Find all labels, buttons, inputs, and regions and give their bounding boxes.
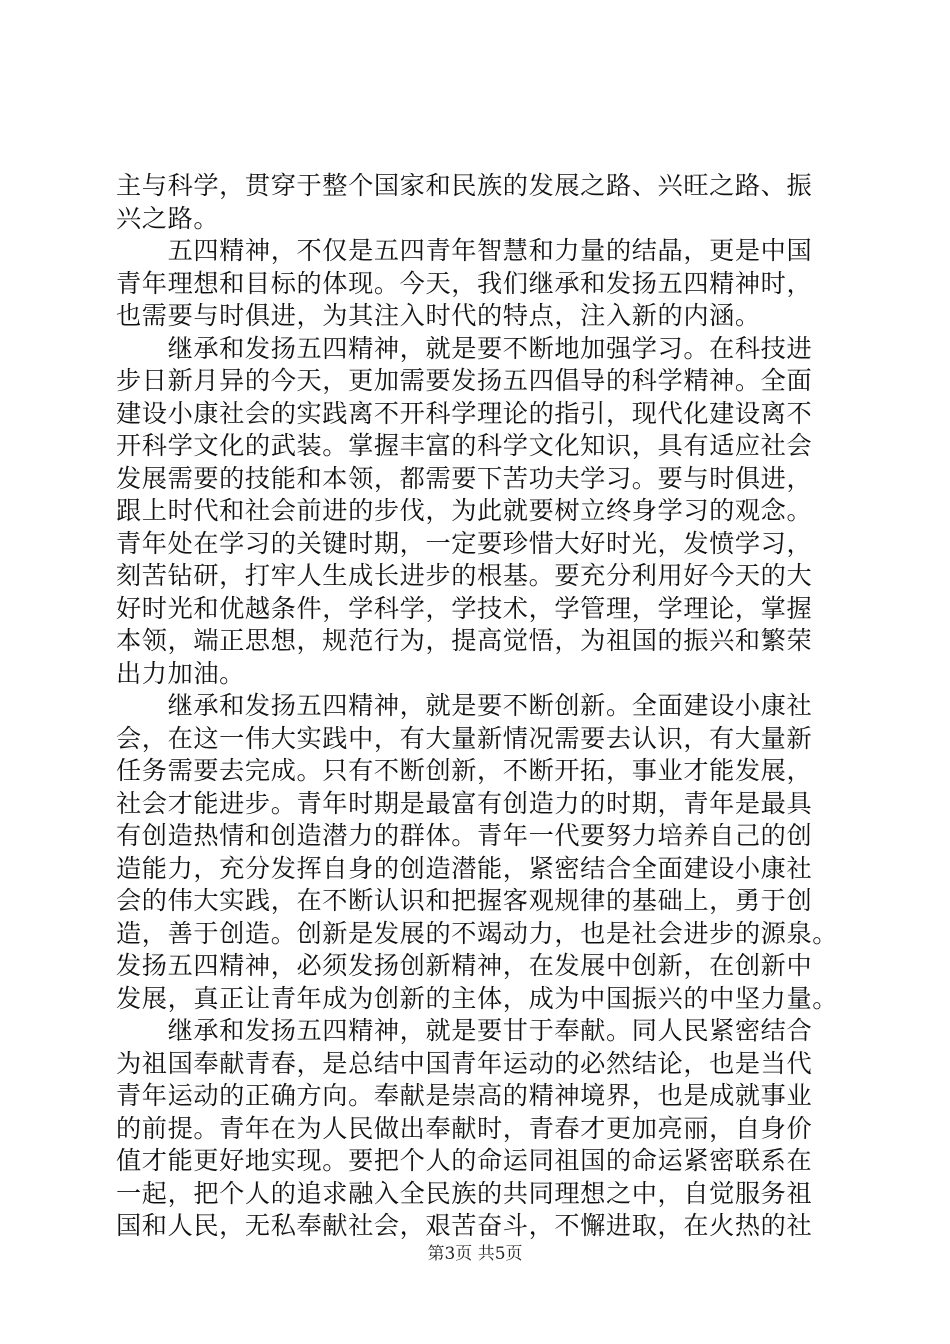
text-line: 发展，真正让青年成为创新的主体，成为中国振兴的中坚力量。 <box>116 983 839 1013</box>
text-line: 跟上时代和社会前进的步伐，为此就要树立终身学习的观念。 <box>116 496 813 525</box>
text-line: 造，善于创造。创新是发展的不竭动力，也是社会进步的源泉。 <box>116 918 839 948</box>
text-line: 继承和发扬五四精神，就是要不断创新。全面建设小康社 <box>116 691 813 720</box>
text-line: 青年理想和目标的体现。今天，我们继承和发扬五四精神时， <box>116 268 813 298</box>
text-line: 刻苦钻研，打牢人生成长进步的根基。要充分利用好今天的大 <box>116 561 813 590</box>
text-line: 继承和发扬五四精神，就是要不断地加强学习。在科技进 <box>116 333 813 363</box>
text-line: 为祖国奉献青春，是总结中国青年运动的必然结论，也是当代 <box>116 1048 813 1078</box>
document-body <box>116 170 839 1243</box>
text-line: 值才能更好地实现。要把个人的命运同祖国的命运紧密联系在 <box>116 1146 813 1175</box>
text-line: 好时光和优越条件，学科学，学技术，学管理，学理论，掌握 <box>116 593 813 623</box>
text-line: 青年处在学习的关键时期，一定要珍惜大好时光，发愤学习， <box>116 528 813 558</box>
text-line: 一起，把个人的追求融入全民族的共同理想之中，自觉服务祖 <box>116 1178 813 1208</box>
text-line: 社会才能进步。青年时期是最富有创造力的时期，青年是最具 <box>116 788 813 818</box>
text-line: 任务需要去完成。只有不断创新，不断开拓，事业才能发展， <box>116 756 813 785</box>
text-line: 造能力，充分发挥自身的创造潜能，紧密结合全面建设小康社 <box>116 853 813 883</box>
text-line: 青年运动的正确方向。奉献是崇高的精神境界，也是成就事业 <box>116 1081 813 1110</box>
text-line: 本领，端正思想，规范行为，提高觉悟，为祖国的振兴和繁荣 <box>116 626 813 655</box>
text-line: 步日新月异的今天，更加需要发扬五四倡导的科学精神。全面 <box>116 366 813 395</box>
text-line: 也需要与时俱进，为其注入时代的特点，注入新的内涵。 <box>116 301 761 330</box>
text-line: 主与科学，贯穿于整个国家和民族的发展之路、兴旺之路、振 <box>116 171 813 200</box>
page-number-footer: 第3页 共5页 <box>427 1244 523 1264</box>
text-line: 有创造热情和创造潜力的群体。青年一代要努力培养自己的创 <box>116 821 813 850</box>
text-line: 开科学文化的武装。掌握丰富的科学文化知识，具有适应社会 <box>116 431 813 460</box>
text-line: 发扬五四精神，必须发扬创新精神，在发展中创新，在创新中 <box>116 951 813 980</box>
text-line: 五四精神，不仅是五四青年智慧和力量的结晶，更是中国 <box>116 236 813 265</box>
text-line: 会的伟大实践，在不断认识和把握客观规律的基础上，勇于创 <box>116 886 813 915</box>
text-line: 发展需要的技能和本领，都需要下苦功夫学习。要与时俱进， <box>116 463 813 493</box>
text-line: 的前提。青年在为人民做出奉献时，青春才更加亮丽，自身价 <box>116 1113 813 1143</box>
text-line: 会，在这一伟大实践中，有大量新情况需要去认识，有大量新 <box>116 723 813 753</box>
text-line: 国和人民，无私奉献社会，艰苦奋斗，不懈进取，在火热的社 <box>116 1211 813 1240</box>
text-line: 出力加油。 <box>116 658 245 688</box>
text-line: 继承和发扬五四精神，就是要甘于奉献。同人民紧密结合 <box>116 1016 813 1045</box>
text-line: 建设小康社会的实践离不开科学理论的指引，现代化建设离不 <box>116 398 813 428</box>
text-line: 兴之路。 <box>116 203 220 233</box>
